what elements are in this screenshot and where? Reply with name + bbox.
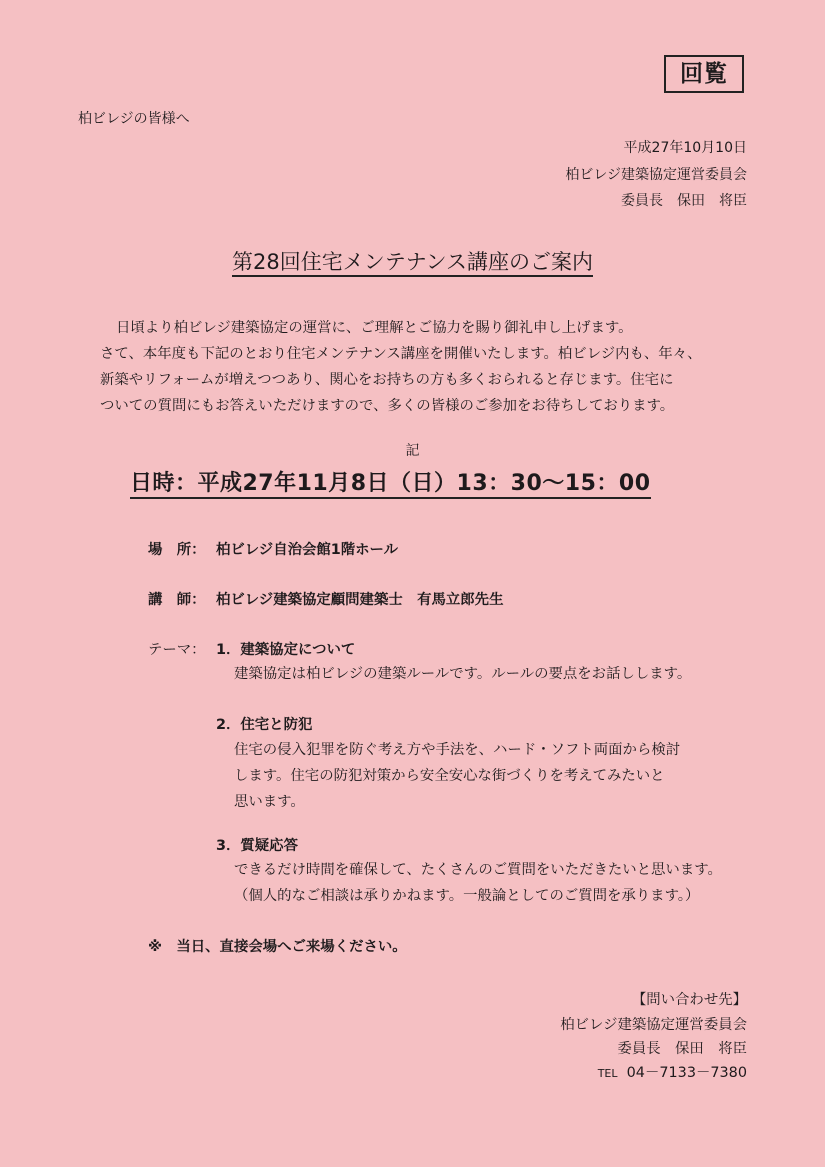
event-datetime xyxy=(130,466,651,497)
sender-chair: 委員長 保田 将臣 xyxy=(621,193,747,209)
venue-label: 場 所： xyxy=(148,542,206,558)
theme-line: 思います。 xyxy=(234,794,305,810)
theme-line: 住宅の侵入犯罪を防ぐ考え方や手法を、ハード・ソフト両面から検討 xyxy=(234,742,681,758)
addressee: 柏ビレジの皆様へ xyxy=(78,111,190,127)
body-line: 日頃より柏ビレジ建築協定の運営に、ご理解とご協力を賜り御礼申し上げます。 xyxy=(116,320,633,336)
theme-heading: 2．住宅と防犯 xyxy=(216,717,313,733)
tel-number: 04－7133－7380 xyxy=(626,1065,747,1081)
theme-line: します。住宅の防犯対策から安全安心な街づくりを考えてみたいと xyxy=(234,768,665,784)
contact-tel xyxy=(598,1061,747,1082)
theme-heading: 3．質疑応答 xyxy=(216,838,298,854)
theme-line: （個人的なご相談は承りかねます。一般論としてのご質問を承ります。） xyxy=(234,888,700,904)
theme-line: 建築協定は柏ビレジの建築ルールです。ルールの要点をお話しします。 xyxy=(234,666,692,682)
body-line: 新築やリフォームが増えつつあり、関心をお持ちの方も多くおられると存じます。住宅に xyxy=(100,372,674,388)
contact-heading: 【問い合わせ先】 xyxy=(631,992,747,1008)
theme-heading: 1．建築協定について xyxy=(216,642,356,658)
note: ※ 当日、直接会場へご来場ください。 xyxy=(148,939,407,955)
venue-value: 柏ビレジ自治会館1階ホール xyxy=(216,542,399,558)
contact-org: 柏ビレジ建築協定運営委員会 xyxy=(560,1017,747,1033)
body-line: ついての質問にもお答えいただけますので、多くの皆様のご参加をお待ちしております。 xyxy=(100,398,675,414)
sender-org: 柏ビレジ建築協定運営委員会 xyxy=(565,167,747,183)
ki-marker: 記 xyxy=(405,443,420,459)
contact-chair: 委員長 保田 将臣 xyxy=(617,1041,747,1057)
document-title xyxy=(0,246,825,276)
tel-mark: TEL xyxy=(597,1067,618,1080)
document-title-text: 第28回住宅メンテナンス講座のご案内 xyxy=(232,250,593,277)
event-datetime-text: 日時：平成27年11月8日（日）13：30～15：00 xyxy=(130,471,651,499)
body-line: さて、本年度も下記のとおり住宅メンテナンス講座を開催いたします。柏ビレジ内も、年々、 xyxy=(100,346,702,362)
lecturer-label: 講 師： xyxy=(148,592,206,608)
issue-date: 平成27年10月10日 xyxy=(623,140,747,156)
theme-label: テーマ： xyxy=(148,642,206,658)
lecturer-value: 柏ビレジ建築協定顧問建築士 有馬立郎先生 xyxy=(216,592,504,608)
theme-line: できるだけ時間を確保して、たくさんのご質問をいただきたいと思います。 xyxy=(234,862,722,878)
circulation-stamp: 回覧 xyxy=(664,55,744,93)
